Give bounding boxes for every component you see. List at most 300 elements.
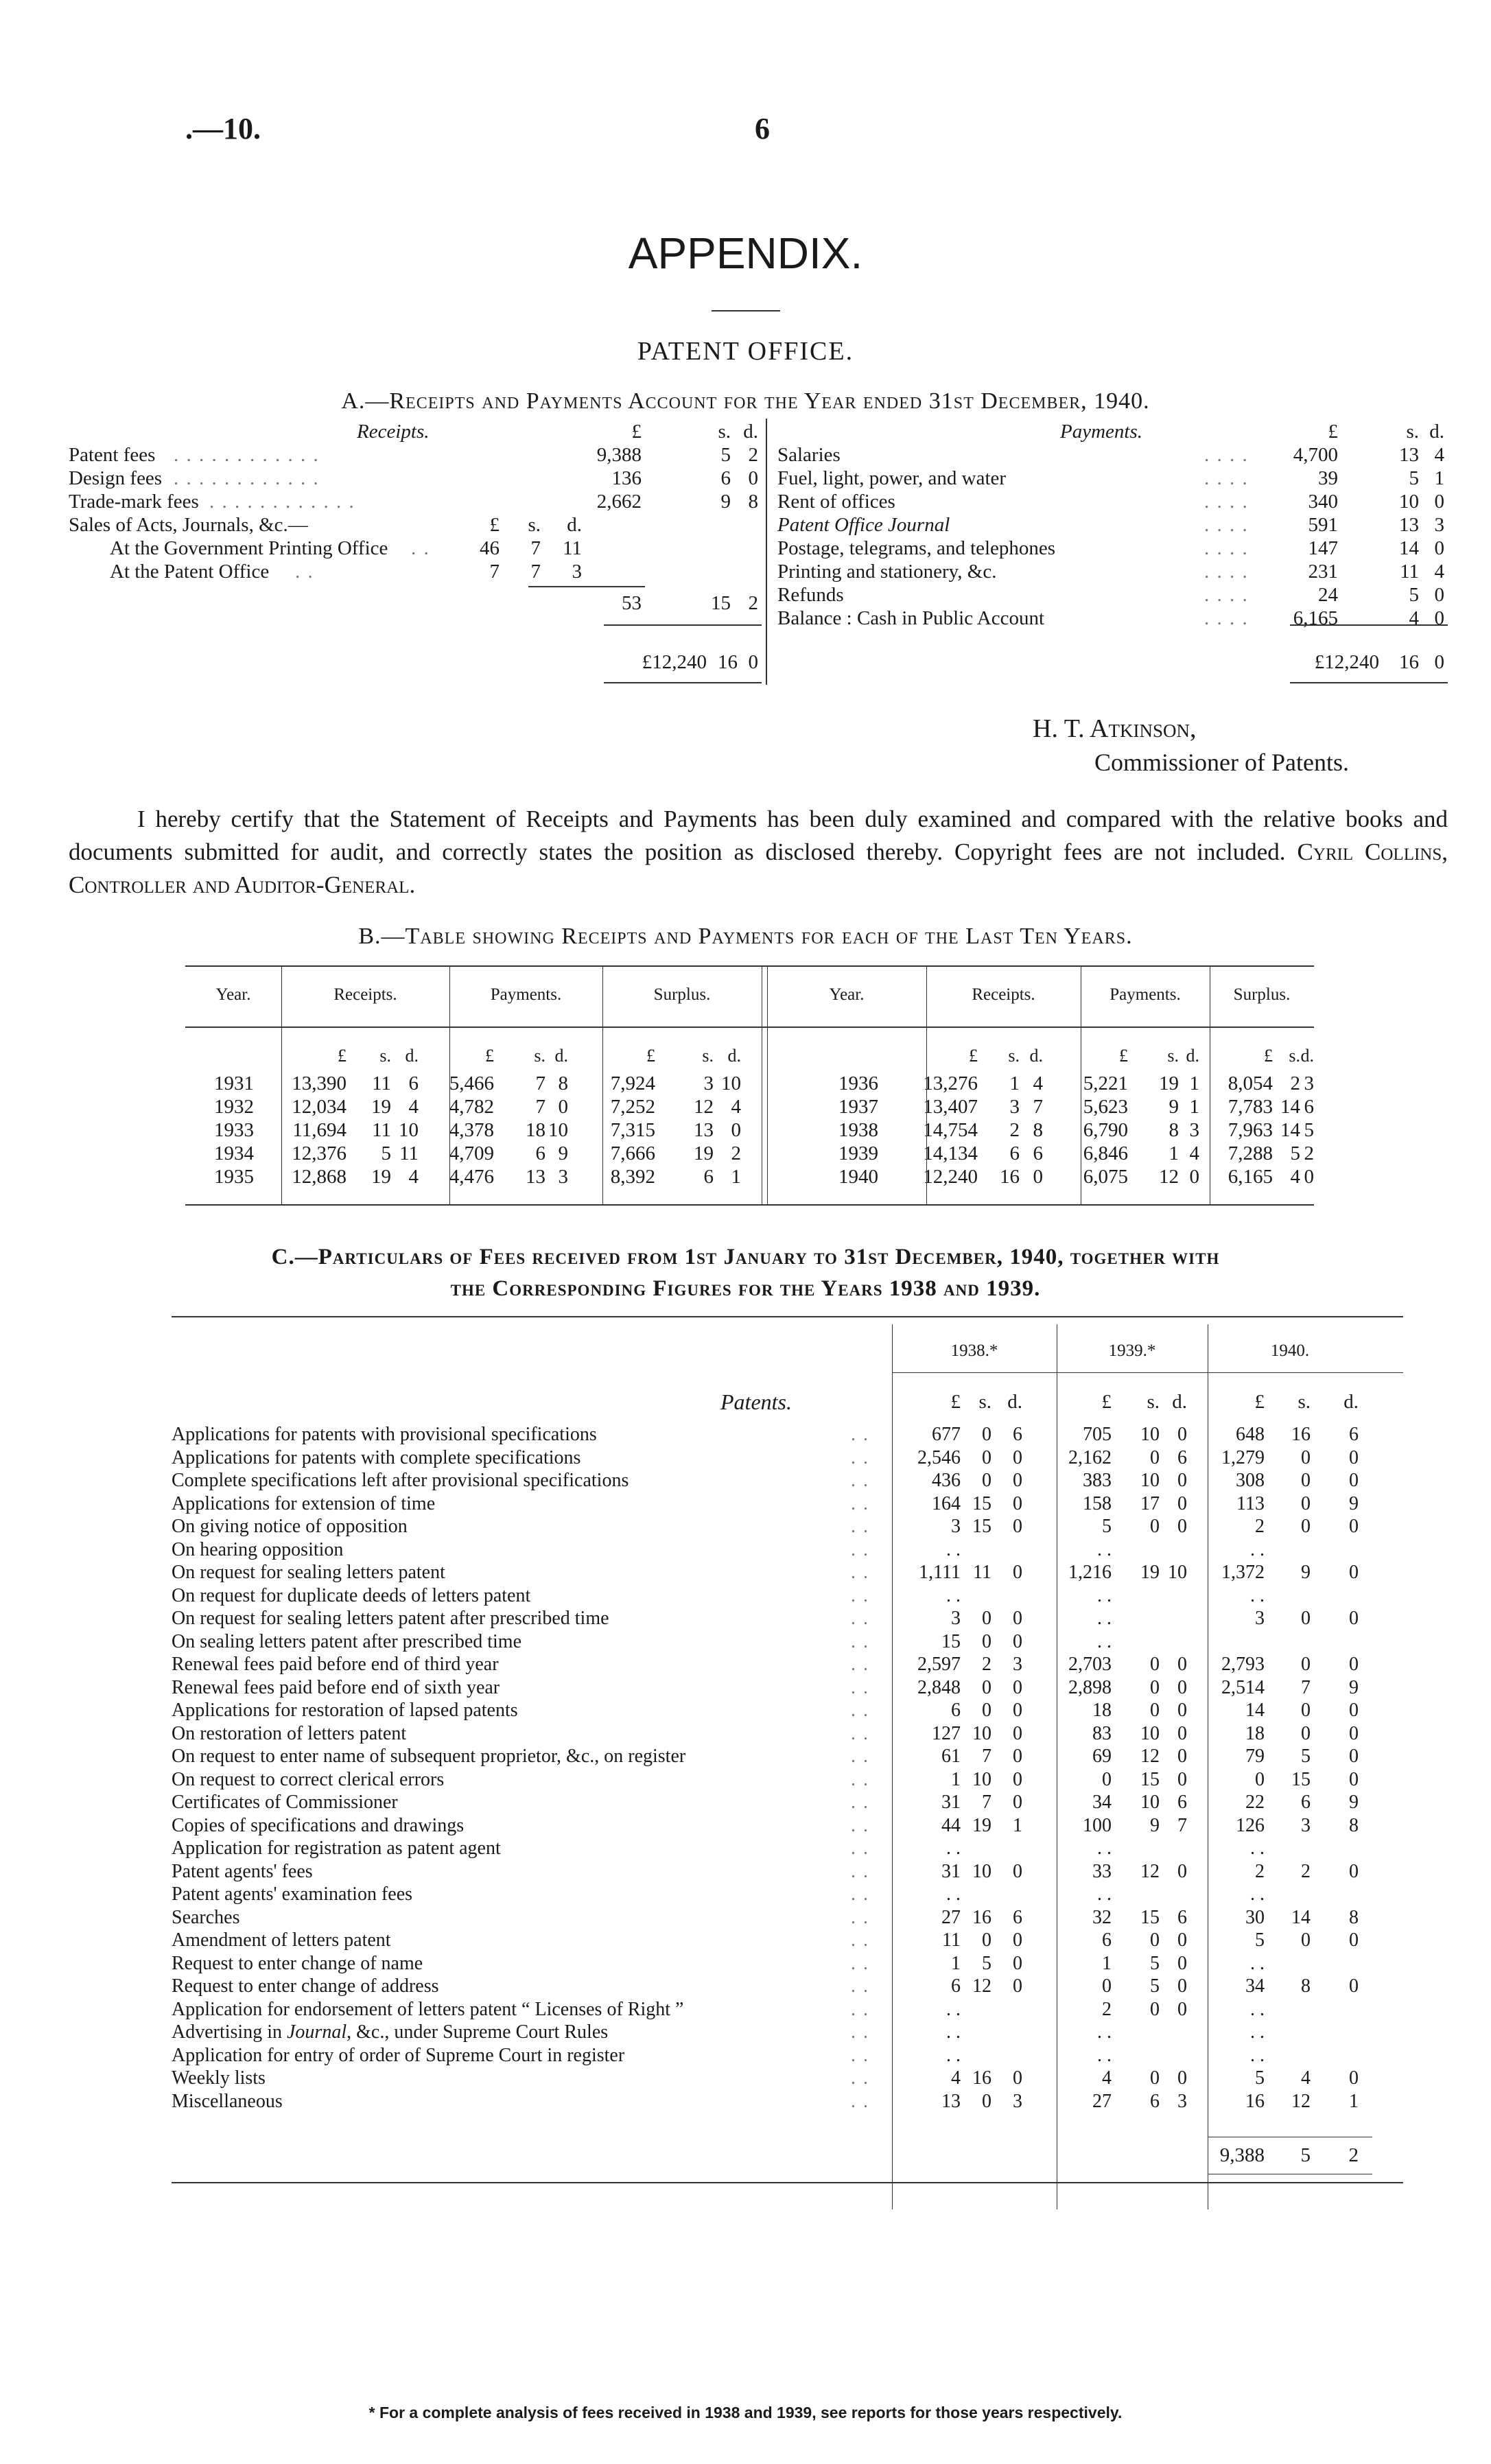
payment-amount-pounds: 24 [1318,584,1338,606]
appendix-title: APPENDIX. [628,228,863,278]
leader-dots: . . [851,1446,869,1468]
fee-amount-shillings: 7 [982,1746,991,1767]
fee-nil: . . [1097,1538,1112,1560]
leader-dots: . . . . . . . . . . . . [174,444,320,466]
leader-dots: . . [851,1768,869,1790]
table-b-receipts-pounds: 12,868 [292,1166,347,1188]
fee-row [0,1492,1491,1516]
table-b-receipts-pence: 7 [1033,1096,1043,1118]
fee-amount-pounds: 1,279 [1221,1446,1265,1468]
table-b-payments-pence: 1 [1189,1096,1199,1118]
table-b-surplus-shillings: 3 [703,1072,714,1094]
table-c-subheader [0,1390,1491,1413]
fee-amount-shillings: 15 [972,1516,991,1537]
table-b-row [0,1142,1491,1165]
fee-row [0,1998,1491,2021]
fee-amount-shillings: 4 [1301,2067,1311,2089]
table-c-lsd-pounds: £ [950,1391,961,1413]
receipts-total-pounds: £12,240 [642,651,707,673]
fee-nil: . . [1097,2021,1112,2043]
fee-nil: . . [1250,1838,1265,1859]
fee-amount-shillings: 6 [1301,1792,1311,1813]
table-b-payments-pounds: 5,466 [449,1072,494,1094]
fee-amount-pounds: 383 [1083,1470,1112,1491]
table-b-receipts-pounds: 14,754 [923,1119,978,1141]
payment-row [0,490,1491,513]
fee-amount-shillings: 6 [1150,2090,1160,2112]
table-b-surplus-pence: 5 [1304,1119,1314,1141]
table-c-year-header: 1938.* [950,1341,998,1360]
table-b-lsd-shillings: s. [1289,1046,1300,1066]
fee-nil: . . [1097,2044,1112,2066]
fee-amount-pence: 0 [1013,1746,1022,1767]
table-b-receipts-pounds: 14,134 [923,1142,978,1164]
fee-amount-shillings: 16 [972,2067,991,2089]
fee-amount-pence: 6 [1349,1424,1359,1445]
fee-amount-shillings: 16 [972,1906,991,1928]
table-c-year-header: 1940. [1270,1341,1310,1360]
fee-amount-shillings: 0 [982,1676,991,1698]
fee-nil: . . [946,1584,961,1606]
table-c-top-rule [172,1316,1403,1317]
payment-label: Postage, telegrams, and telephones [777,537,1056,559]
fee-amount-pounds: 0 [1102,1975,1112,1997]
fee-label: Request to enter change of name [172,1952,423,1974]
table-b-year: 1936 [838,1072,878,1094]
fee-amount-pounds: 2,848 [917,1676,961,1698]
payment-row [0,537,1491,560]
fee-amount-shillings: 0 [1150,1676,1160,1698]
fee-amount-shillings: 15 [1291,1768,1311,1790]
fee-amount-shillings: 5 [1301,1746,1311,1767]
fee-amount-pence: 8 [1349,1906,1359,1928]
leader-dots: . . [851,1860,869,1882]
table-b-payments-shillings: 7 [535,1096,545,1118]
leader-dots: . . [411,537,430,559]
fee-label: Searches [172,1906,240,1928]
table-c-lsd-pounds: £ [1254,1391,1265,1413]
table-b-receipts-pounds: 12,240 [923,1166,978,1188]
table-b-surplus-pounds: 7,963 [1228,1119,1273,1141]
table-c-lsd-pence: d. [1007,1391,1022,1413]
fees-total-shillings: 5 [1300,2144,1311,2166]
table-b-surplus-shillings: 6 [703,1166,714,1188]
signatory-title: Commissioner of Patents. [1094,749,1349,776]
fee-amount-shillings: 0 [982,1446,991,1468]
fee-amount-pounds: 2,793 [1221,1654,1265,1675]
table-b-surplus-shillings: 4 [1290,1166,1300,1188]
leader-dots: . . [851,1470,869,1491]
section-c-heading-2: the Corresponding Figures for the Years 1938 and 1939. [450,1276,1041,1301]
fee-amount-pounds: 1,111 [919,1562,961,1583]
payment-amount-pounds: 591 [1308,514,1338,536]
table-b-lsd-pence: d. [554,1046,568,1066]
fee-amount-shillings: 0 [1150,1446,1160,1468]
page-number: 6 [755,112,770,145]
fee-amount-pounds: 18 [1092,1700,1112,1721]
fee-row [0,1469,1491,1492]
table-b-col-header: Surplus. [1233,985,1291,1004]
fee-amount-pence: 0 [1013,2067,1022,2089]
leader-dots: . . [851,1630,869,1652]
fee-label: Weekly lists [172,2067,266,2089]
leader-dots: . . [851,1676,869,1698]
table-b-col-header: Surplus. [653,985,711,1004]
fee-amount-shillings: 3 [1301,1814,1311,1836]
fee-amount-shillings: 19 [972,1814,991,1836]
table-b-payments-pence: 3 [558,1166,568,1188]
fee-amount-pounds: 1 [951,1952,961,1974]
table-b-surplus-pence: 0 [731,1119,741,1141]
table-b-payments-pounds: 4,476 [449,1166,494,1188]
table-b-surplus-pounds: 7,252 [610,1096,655,1118]
receipts-total-pence: 0 [748,651,758,673]
leader-dots: . . . . [1204,537,1249,559]
fee-amount-shillings: 16 [1291,1424,1311,1445]
table-b-year: 1937 [838,1096,878,1118]
table-b-lsd-pounds: £ [969,1046,978,1066]
receipts-total-rule-bottom [604,682,762,683]
fee-amount-pence: 0 [1177,1952,1187,1974]
sales-label: Sales of Acts, Journals, &c.— [69,514,308,536]
fee-amount-shillings: 0 [982,1470,991,1491]
table-b-surplus-pounds: 7,666 [610,1142,655,1164]
table-b-receipts-shillings: 6 [1009,1142,1020,1164]
fee-amount-shillings: 12 [1140,1860,1160,1882]
fee-amount-pounds: 705 [1083,1424,1112,1445]
sales-total-pence: 2 [748,592,758,614]
fee-amount-pounds: 2,703 [1068,1654,1112,1675]
payment-amount-pence: 4 [1434,561,1444,583]
table-b-year: 1933 [214,1119,254,1141]
table-b-payments-pence: 0 [1189,1166,1199,1188]
payment-amount-pounds: 231 [1308,561,1338,583]
fee-row [0,1745,1491,1768]
table-b-receipts-shillings: 19 [371,1096,391,1118]
leader-dots: . . . . . . . . . . . . [209,491,355,513]
payment-amount-shillings: 4 [1409,607,1419,629]
fee-amount-shillings: 0 [1301,1492,1311,1514]
payment-row [0,467,1491,490]
auditor-signature: Cyril Collins, Controller and Auditor-General. [69,838,1448,898]
table-b-receipts-pence: 6 [408,1072,419,1094]
fee-nil: . . [1250,1884,1265,1905]
fee-amount-pounds: 4 [951,2067,961,2089]
table-b-surplus-pounds: 8,054 [1228,1072,1273,1094]
fee-amount-pence: 9 [1349,1792,1359,1813]
table-b-lsd-pounds: £ [1119,1046,1128,1066]
payment-label: Refunds [777,584,844,606]
fee-amount-pence: 0 [1349,2067,1359,2089]
leader-dots: . . [851,1814,869,1836]
table-b-col-header: Payments. [1110,985,1181,1004]
leader-dots: . . [851,2044,869,2066]
fee-amount-pence: 6 [1013,1424,1022,1445]
fee-amount-pence: 0 [1349,1446,1359,1468]
fee-label: Renewal fees paid before end of third year [172,1654,499,1675]
fee-amount-shillings: 10 [1140,1470,1160,1491]
fee-amount-pence: 10 [1168,1562,1187,1583]
payment-amount-pence: 0 [1434,607,1444,629]
table-b-col-header: Payments. [490,985,562,1004]
fee-amount-shillings: 0 [1150,1700,1160,1721]
table-b-surplus-shillings: 13 [694,1119,714,1141]
fee-amount-pence: 0 [1177,1860,1187,1882]
fee-amount-pounds: 18 [1245,1722,1265,1744]
fee-amount-shillings: 14 [1291,1906,1311,1928]
table-b-surplus-shillings: 5 [1290,1142,1300,1164]
table-b-surplus-pence: 10 [721,1072,741,1094]
receipt-label: Patent fees [69,444,156,466]
table-b-payments-pence: 0 [558,1096,568,1118]
table-b-receipts-pounds: 13,407 [923,1096,978,1118]
fee-nil: . . [1250,1584,1265,1606]
fee-amount-shillings: 10 [1140,1424,1160,1445]
fee-amount-shillings: 12 [1140,1746,1160,1767]
payment-amount-shillings: 5 [1409,584,1419,606]
table-b-row [0,1072,1491,1095]
fee-amount-pounds: 436 [932,1470,961,1491]
table-b-header [0,983,1491,1007]
fee-amount-pounds: 2,898 [1068,1676,1112,1698]
leader-dots: . . [851,1654,869,1675]
fee-amount-pence: 0 [1177,1768,1187,1790]
receipts-col-header-pounds: £ [631,421,642,443]
table-b-receipts-pence: 8 [1033,1119,1043,1141]
leader-dots: . . [851,1838,869,1859]
fee-amount-shillings: 19 [1140,1562,1160,1583]
table-b-payments-pounds: 4,378 [449,1119,494,1141]
leader-dots: . . . . [1204,584,1249,606]
table-b-top-rule [185,965,1314,967]
table-b-lsd-pence: d. [405,1046,419,1066]
leader-dots: . . [851,1792,869,1813]
fee-amount-pounds: 308 [1236,1470,1265,1491]
payments-title: Payments. [1060,421,1142,443]
payment-row [0,513,1491,537]
payments-total-row [0,650,1491,674]
fee-amount-pence: 0 [1013,1700,1022,1721]
fee-amount-pounds: 100 [1083,1814,1112,1836]
sales-amount-shillings: 7 [530,537,541,559]
table-c-bottom-rule [172,2182,1403,2183]
table-c-lsd-pounds: £ [1101,1391,1112,1413]
fee-amount-pence: 0 [1013,1768,1022,1790]
leader-dots: . . [851,1538,869,1560]
fee-nil: . . [1097,1630,1112,1652]
fee-amount-shillings: 0 [1150,1516,1160,1537]
sales-amount-pence: 3 [572,561,582,583]
fee-amount-pence: 3 [1013,1654,1022,1675]
fee-amount-shillings: 5 [1150,1975,1160,1997]
fee-label: On request to enter name of subsequent proprietor, &c., on register [172,1746,686,1767]
fee-amount-pence: 0 [1013,1630,1022,1652]
leader-dots: . . [851,1562,869,1583]
page-ref: .—10. [185,112,261,145]
fee-amount-shillings: 0 [1150,1929,1160,1951]
fee-nil: . . [1250,2044,1265,2066]
fee-amount-pounds: 5 [1255,1929,1265,1951]
fee-amount-shillings: 2 [982,1654,991,1675]
receipt-amount-shillings: 9 [720,491,731,513]
payment-amount-shillings: 14 [1399,537,1419,559]
leader-dots: . . [851,2021,869,2043]
fee-amount-shillings: 11 [973,1562,991,1583]
sales-col-header-pence: d. [567,514,582,536]
fee-row [0,1975,1491,1998]
fee-amount-pounds: 6 [951,1975,961,1997]
leader-dots: . . [851,2090,869,2112]
payment-amount-pence: 0 [1434,537,1444,559]
fee-nil: . . [1250,1538,1265,1560]
table-b-receipts-pence: 4 [408,1166,419,1188]
fee-amount-pence: 0 [1177,1492,1187,1514]
fee-amount-pounds: 1,372 [1221,1562,1265,1583]
fee-amount-pence: 0 [1349,1562,1359,1583]
fee-amount-shillings: 9 [1150,1814,1160,1836]
fee-amount-pence: 0 [1177,1700,1187,1721]
fee-row [0,1722,1491,1746]
table-c-lsd-shillings: s. [1298,1391,1311,1413]
leader-dots: . . [851,1906,869,1928]
leader-dots: . . [851,1952,869,1974]
leader-dots: . . . . [1204,467,1249,489]
payment-label: Balance : Cash in Public Account [777,607,1045,629]
table-c-lsd-pence: d. [1172,1391,1187,1413]
signatory-name: H. T. Atkinson, [1033,714,1197,743]
leader-dots: . . [851,1746,869,1767]
fee-amount-shillings: 10 [1140,1792,1160,1813]
fee-amount-pence: 0 [1177,1654,1187,1675]
fee-amount-pence: 0 [1177,1929,1187,1951]
fee-amount-pence: 9 [1349,1676,1359,1698]
receipt-amount-pence: 0 [748,467,758,489]
table-b-receipts-shillings: 5 [381,1142,391,1164]
table-b-surplus-pence: 2 [731,1142,741,1164]
fee-amount-pounds: 34 [1245,1975,1265,1997]
table-b-col-header: Receipts. [333,985,397,1004]
fee-label: Applications for extension of time [172,1492,436,1514]
fee-amount-shillings: 0 [1150,1654,1160,1675]
fee-amount-pounds: 69 [1092,1746,1112,1767]
table-b-lsd-pence: d. [1300,1046,1314,1066]
sales-amount-pounds: 7 [489,561,500,583]
fee-amount-pounds: 3 [951,1608,961,1629]
table-b-lsd-pence: d. [727,1046,741,1066]
table-b-payments-pounds: 6,075 [1083,1166,1128,1188]
table-b-payments-shillings: 12 [1159,1166,1179,1188]
payment-label: Salaries [777,444,841,466]
sales-col-header-pounds: £ [489,514,500,536]
fee-amount-pence: 1 [1349,2090,1359,2112]
fee-amount-shillings: 0 [982,1630,991,1652]
payment-amount-pounds: 340 [1308,491,1338,513]
fee-amount-pence: 9 [1349,1492,1359,1514]
fee-amount-pounds: 5 [1255,2067,1265,2089]
table-c-years [0,1339,1491,1363]
fee-amount-pounds: 31 [941,1792,961,1813]
leader-dots: . . [851,1608,869,1629]
fee-amount-shillings: 7 [1301,1676,1311,1698]
fee-label: Application for registration as patent agent [172,1838,501,1859]
table-b-row [0,1165,1491,1188]
fee-amount-shillings: 10 [972,1722,991,1744]
fee-amount-shillings: 2 [1301,1860,1311,1882]
fee-nil: . . [946,2021,961,2043]
payment-amount-shillings: 5 [1409,467,1419,489]
fee-amount-pounds: 44 [941,1814,961,1836]
fee-nil: . . [1097,1584,1112,1606]
fee-amount-pounds: 677 [932,1424,961,1445]
fee-amount-pence: 3 [1177,2090,1187,2112]
fee-amount-pounds: 113 [1236,1492,1265,1514]
payments-col-header-pounds: £ [1328,421,1338,443]
leader-dots: . . [851,1516,869,1537]
table-b-year: 1940 [838,1166,878,1188]
fee-label: On request for sealing letters patent after prescribed time [172,1608,609,1629]
fee-label: Applications for patents with provisional specifications [172,1424,597,1445]
table-b-surplus-pounds: 7,783 [1228,1096,1273,1118]
table-b-payments-pence: 9 [558,1142,568,1164]
fee-nil: . . [1097,1608,1112,1629]
leader-dots: . . [851,1424,869,1445]
fee-amount-shillings: 15 [1140,1768,1160,1790]
fee-row [0,1814,1491,1838]
fee-amount-pence: 0 [1177,1746,1187,1767]
fee-amount-pounds: 83 [1092,1722,1112,1744]
table-b-row [0,1095,1491,1118]
table-b-receipts-pence: 4 [408,1096,419,1118]
table-b-lsd-pounds: £ [646,1046,655,1066]
receipts-title: Receipts. [357,421,430,443]
fee-amount-shillings: 7 [982,1792,991,1813]
fee-row [0,1860,1491,1884]
table-b-lsd-header [0,1044,1491,1068]
receipts-col-header-pence: d. [743,421,758,443]
table-b-payments-pounds: 5,623 [1083,1096,1128,1118]
fee-amount-pence: 6 [1177,1906,1187,1928]
fee-amount-pounds: 2,514 [1221,1676,1265,1698]
table-b-receipts-pounds: 12,376 [292,1142,347,1164]
leader-dots: . . . . [1204,514,1249,536]
fee-label: Complete specifications left after provisional specifications [172,1470,629,1491]
leader-dots: . . . . [1204,561,1249,583]
receipt-amount-shillings: 5 [720,444,731,466]
table-b-receipts-pounds: 13,390 [292,1072,347,1094]
fee-amount-shillings: 0 [1301,1470,1311,1491]
table-b-year: 1932 [214,1096,254,1118]
fee-row [0,1561,1491,1584]
fee-label: Copies of specifications and drawings [172,1814,465,1836]
fee-amount-pence: 0 [1349,1929,1359,1951]
fee-amount-pence: 0 [1013,1975,1022,1997]
fee-row [0,2021,1491,2044]
table-c-lsd-shillings: s. [978,1391,991,1413]
fee-amount-pence: 6 [1013,1906,1022,1928]
table-b-surplus-shillings: 2 [1290,1072,1300,1094]
fee-label: Advertising in Journal, &c., under Supreme Court Rules [172,2021,609,2043]
table-b-surplus-pounds: 7,288 [1228,1142,1273,1164]
fee-label: Application for endorsement of letters patent “ Licenses of Right ” [172,1998,684,2020]
fee-nil: . . [1097,1884,1112,1905]
table-b-row [0,1118,1491,1142]
table-c-lsd-pence: d. [1343,1391,1359,1413]
fee-amount-pence: 0 [1349,1860,1359,1882]
fee-row [0,1837,1491,1860]
table-c-year-header: 1939.* [1108,1341,1156,1360]
table-b-receipts-pence: 11 [399,1142,419,1164]
fee-row [0,1538,1491,1562]
